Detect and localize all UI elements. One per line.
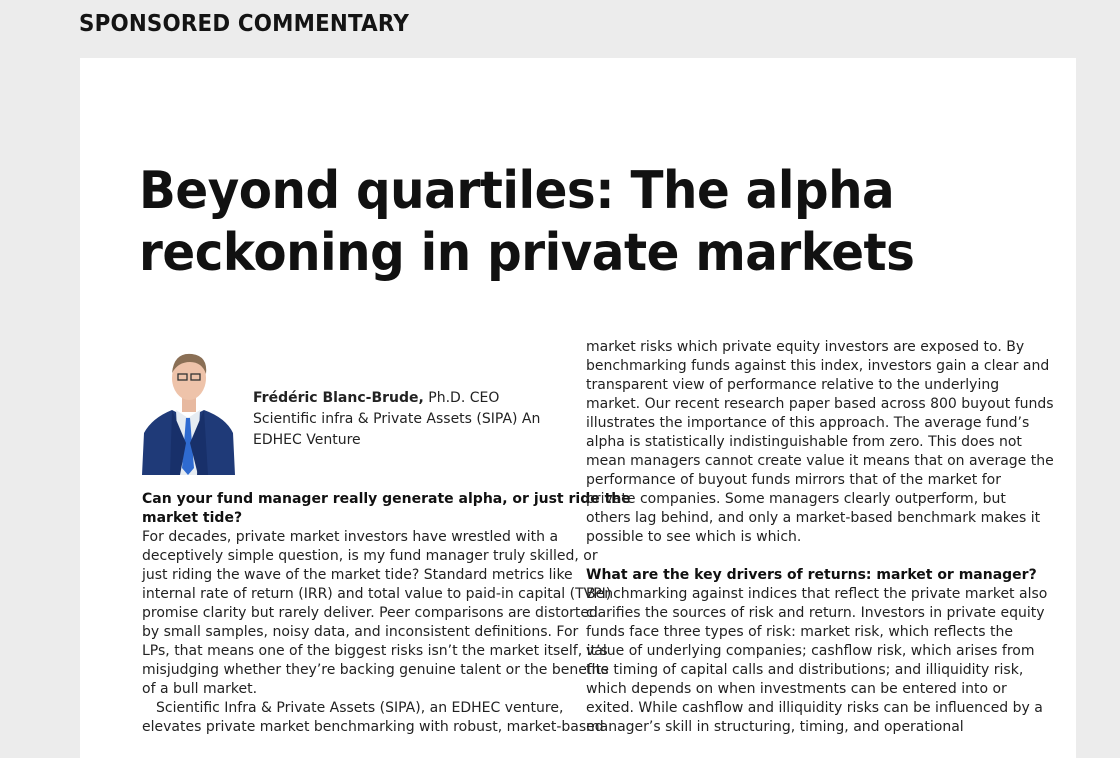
section-heading: Can your fund manager really generate alpha, or just ride the [142, 491, 631, 507]
text-line: alpha is statistically indistinguishable from zero. This does not [586, 434, 1022, 450]
article-title [139, 160, 915, 284]
paragraph [142, 699, 631, 737]
author-org: EDHEC Venture [253, 432, 361, 448]
title-line: reckoning in private markets [139, 223, 915, 283]
text-line: exited. While cashflow and illiquidity risks can be influenced by a [586, 700, 1043, 716]
text-line: misjudging whether they’re backing genuine talent or the benefits [142, 662, 609, 678]
text-line: manager’s skill in structuring, timing, and operational [586, 719, 964, 735]
text-line: illustrates the importance of this approach. The average fund’s [586, 415, 1030, 431]
text-line: possible to see which is which. [586, 529, 802, 545]
text-line: of a bull market. [142, 681, 258, 697]
text-line: elevates private market benchmarking with robust, market-based [142, 719, 604, 735]
text-line: transparent view of performance relative to the underlying [586, 377, 1000, 393]
author-name-line [253, 388, 540, 409]
text-line: Benchmarking against indices that reflect the private market also [586, 586, 1048, 602]
text-line: promise clarity but rarely deliver. Peer comparisons are distorted [142, 605, 598, 621]
text-line: clarifies the sources of risk and return. Investors in private equity [586, 605, 1045, 621]
author-bio [253, 388, 540, 451]
title-line: Beyond quartiles: The alpha [139, 161, 895, 221]
text-line: internal rate of return (IRR) and total value to paid-in capital (TVPI) [142, 586, 612, 602]
left-column [142, 490, 631, 737]
author-org: Scientific infra & Private Assets (SIPA) An [253, 411, 541, 427]
section-label: SPONSORED COMMENTARY [79, 11, 410, 37]
text-line: funds face three types of risk: market risk, which reflects the [586, 624, 1013, 640]
text-line: market. Our recent research paper based across 800 buyout funds [586, 396, 1054, 412]
text-line: LPs, that means one of the biggest risks isn’t the market itself, it’s [142, 643, 608, 659]
text-line: which depends on when investments can be entered into or [586, 681, 1007, 697]
text-line: benchmarking funds against this index, investors gain a clear and [586, 358, 1050, 374]
author-photo [142, 348, 235, 475]
text-line: market risks which private equity investors are exposed to. By [586, 339, 1025, 355]
text-line: Scientific Infra & Private Assets (SIPA), an EDHEC venture, [156, 700, 564, 716]
author-name: Frédéric Blanc-Brude, [253, 390, 424, 406]
right-column [586, 338, 1054, 737]
text-line: private companies. Some managers clearly outperform, but [586, 491, 1006, 507]
text-line: just riding the wave of the market tide? Standard metrics like [142, 567, 573, 583]
text-line: value of underlying companies; cashflow risk, which arises from [586, 643, 1035, 659]
text-line: performance of buyout funds mirrors that of the market for [586, 472, 1001, 488]
text-line: For decades, private market investors have wrestled with a [142, 529, 559, 545]
text-line: others lag behind, and only a market-based benchmark makes it [586, 510, 1041, 526]
section-heading: market tide? [142, 510, 243, 526]
text-line: mean managers cannot create value it means that on average the [586, 453, 1054, 469]
paragraph [586, 338, 1054, 547]
paragraph [586, 585, 1054, 737]
text-line: deceptively simple question, is my fund manager truly skilled, or [142, 548, 598, 564]
text-line: by small samples, noisy data, and inconsistent definitions. For [142, 624, 579, 640]
text-line: the timing of capital calls and distributions; and illiquidity risk, [586, 662, 1024, 678]
section-heading: What are the key drivers of returns: market or manager? [586, 567, 1037, 583]
paragraph [142, 528, 631, 699]
author-role: Ph.D. CEO [423, 390, 500, 406]
spacer [586, 547, 1054, 566]
